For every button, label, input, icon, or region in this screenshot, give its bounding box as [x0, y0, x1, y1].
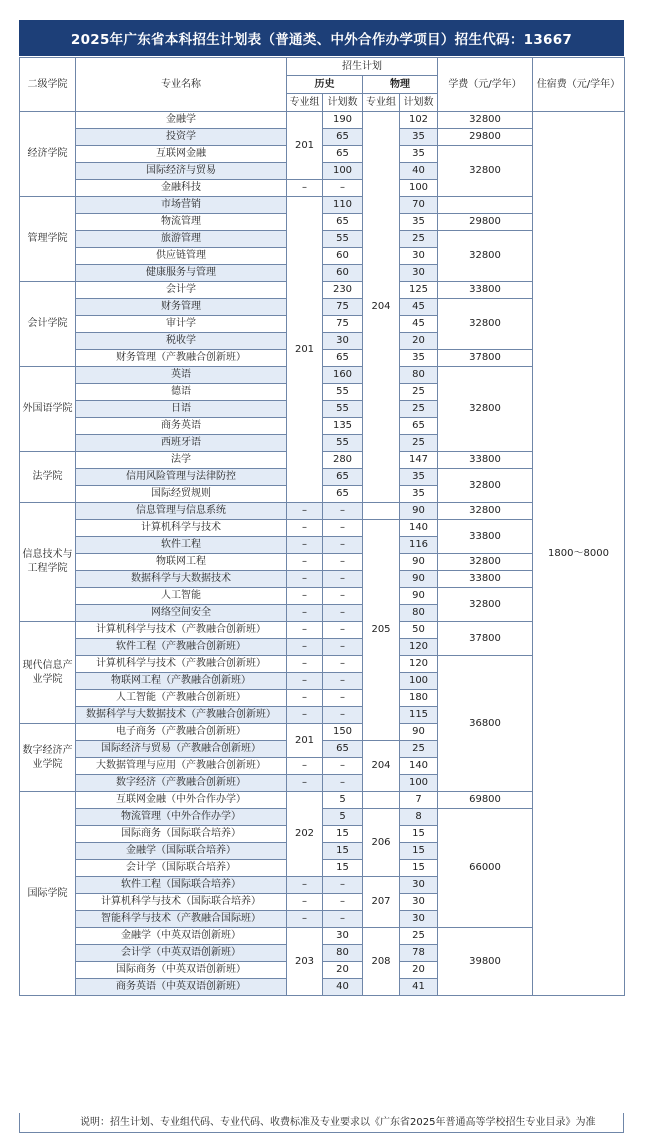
major-name: 财务管理（产教融合创新班） [76, 350, 287, 367]
physics-group: 205 [363, 520, 400, 741]
history-count: 40 [323, 979, 363, 996]
physics-count: 20 [400, 333, 438, 350]
tuition-fee: 32800 [438, 469, 533, 503]
history-count: – [323, 690, 363, 707]
physics-count: 140 [400, 520, 438, 537]
major-name: 国际商务（中英双语创新班） [76, 962, 287, 979]
history-count: – [323, 673, 363, 690]
major-name: 软件工程 [76, 537, 287, 554]
physics-count: 15 [400, 826, 438, 843]
physics-group: 208 [363, 928, 400, 996]
history-count: 65 [323, 129, 363, 146]
header-plan: 招生计划 [287, 58, 438, 76]
major-name: 会计学 [76, 282, 287, 299]
tuition-fee: 32800 [438, 367, 533, 452]
major-name: 智能科学与技术（产教融合国际班） [76, 911, 287, 928]
major-name: 日语 [76, 401, 287, 418]
physics-group: 204 [363, 112, 400, 503]
college-cell: 数字经济产业学院 [20, 724, 76, 792]
physics-group: 207 [363, 877, 400, 928]
history-group: – [287, 639, 323, 656]
dorm-fee: 1800～8000 [533, 112, 625, 996]
physics-count: 116 [400, 537, 438, 554]
history-count: 55 [323, 435, 363, 452]
physics-count: 30 [400, 894, 438, 911]
tuition-fee: 32800 [438, 231, 533, 282]
major-name: 商务英语（中英双语创新班） [76, 979, 287, 996]
major-name: 财务管理 [76, 299, 287, 316]
history-count: 150 [323, 724, 363, 741]
history-count: 15 [323, 826, 363, 843]
major-name: 国际经贸规则 [76, 486, 287, 503]
physics-count: 40 [400, 163, 438, 180]
major-name: 数据科学与大数据技术 [76, 571, 287, 588]
history-group: – [287, 520, 323, 537]
major-name: 法学 [76, 452, 287, 469]
tuition-fee: 29800 [438, 129, 533, 146]
tuition-fee: 32800 [438, 588, 533, 622]
physics-count: 35 [400, 214, 438, 231]
physics-count: 140 [400, 758, 438, 775]
history-count: – [323, 622, 363, 639]
tuition-fee: 39800 [438, 928, 533, 996]
physics-count: 125 [400, 282, 438, 299]
physics-count: 100 [400, 775, 438, 792]
physics-count: 102 [400, 112, 438, 129]
history-count: 100 [323, 163, 363, 180]
tuition-fee: 37800 [438, 622, 533, 656]
history-group: – [287, 877, 323, 894]
history-group: 202 [287, 792, 323, 877]
history-count: 65 [323, 469, 363, 486]
college-cell: 管理学院 [20, 197, 76, 282]
header-tuition: 学费（元/学年） [438, 58, 533, 112]
history-count: 65 [323, 146, 363, 163]
physics-count: 25 [400, 928, 438, 945]
major-name: 会计学（中英双语创新班） [76, 945, 287, 962]
major-name: 计算机科学与技术 [76, 520, 287, 537]
physics-group-blank [363, 792, 400, 809]
physics-count: 35 [400, 129, 438, 146]
major-name: 电子商务（产教融合创新班） [76, 724, 287, 741]
tuition-fee: 36800 [438, 656, 533, 792]
physics-count: 180 [400, 690, 438, 707]
college-cell: 信息技术与工程学院 [20, 503, 76, 622]
physics-count: 78 [400, 945, 438, 962]
physics-group-blank [363, 503, 400, 520]
history-count: 55 [323, 231, 363, 248]
history-count: 55 [323, 401, 363, 418]
major-name: 物流管理 [76, 214, 287, 231]
history-count: 5 [323, 792, 363, 809]
history-group: – [287, 554, 323, 571]
major-name: 信息管理与信息系统 [76, 503, 287, 520]
history-count: 280 [323, 452, 363, 469]
college-cell: 会计学院 [20, 282, 76, 367]
major-name: 计算机科学与技术（产教融合创新班） [76, 622, 287, 639]
major-name: 金融学（中英双语创新班） [76, 928, 287, 945]
history-count: – [323, 554, 363, 571]
college-cell: 现代信息产业学院 [20, 622, 76, 724]
physics-count: 120 [400, 639, 438, 656]
major-name: 金融科技 [76, 180, 287, 197]
physics-count: 35 [400, 146, 438, 163]
college-cell: 法学院 [20, 452, 76, 503]
physics-group: 206 [363, 809, 400, 877]
history-group: – [287, 588, 323, 605]
history-group: – [287, 622, 323, 639]
physics-count: 80 [400, 605, 438, 622]
physics-count: 25 [400, 231, 438, 248]
physics-count: 90 [400, 503, 438, 520]
history-count: 75 [323, 299, 363, 316]
physics-count: 30 [400, 911, 438, 928]
history-count: – [323, 656, 363, 673]
history-count: – [323, 707, 363, 724]
physics-count: 25 [400, 435, 438, 452]
history-count: 20 [323, 962, 363, 979]
physics-count: 30 [400, 248, 438, 265]
physics-count: 15 [400, 860, 438, 877]
major-name: 会计学（国际联合培养） [76, 860, 287, 877]
physics-count: 35 [400, 350, 438, 367]
major-name: 金融学 [76, 112, 287, 129]
physics-count: 70 [400, 197, 438, 214]
history-group: 201 [287, 197, 323, 503]
history-group: – [287, 571, 323, 588]
history-count: 230 [323, 282, 363, 299]
tuition-fee: 33800 [438, 452, 533, 469]
physics-count: 100 [400, 673, 438, 690]
history-group: – [287, 537, 323, 554]
history-group: – [287, 758, 323, 775]
history-group: – [287, 503, 323, 520]
physics-count: 90 [400, 554, 438, 571]
major-name: 国际经济与贸易 [76, 163, 287, 180]
history-count: 75 [323, 316, 363, 333]
history-count: 15 [323, 843, 363, 860]
major-name: 物联网工程（产教融合创新班） [76, 673, 287, 690]
history-count: 65 [323, 486, 363, 503]
major-name: 软件工程（国际联合培养） [76, 877, 287, 894]
history-count: 190 [323, 112, 363, 129]
physics-count: 25 [400, 384, 438, 401]
history-count: – [323, 180, 363, 197]
physics-count: 90 [400, 571, 438, 588]
history-count: – [323, 520, 363, 537]
physics-count: 65 [400, 418, 438, 435]
college-cell: 经济学院 [20, 112, 76, 197]
major-name: 物流管理（中外合作办学） [76, 809, 287, 826]
tuition-fee: 32800 [438, 112, 533, 129]
history-count: – [323, 639, 363, 656]
history-count: – [323, 571, 363, 588]
major-name: 大数据管理与应用（产教融合创新班） [76, 758, 287, 775]
physics-count: 20 [400, 962, 438, 979]
physics-count: 120 [400, 656, 438, 673]
physics-count: 35 [400, 469, 438, 486]
history-group: – [287, 180, 323, 197]
physics-count: 90 [400, 724, 438, 741]
major-name: 网络空间安全 [76, 605, 287, 622]
history-group: 201 [287, 112, 323, 180]
physics-count: 41 [400, 979, 438, 996]
history-group: – [287, 690, 323, 707]
history-count: 60 [323, 248, 363, 265]
major-name: 市场营销 [76, 197, 287, 214]
header-major: 专业名称 [76, 58, 287, 112]
physics-count: 45 [400, 316, 438, 333]
header-history: 历史 [287, 76, 363, 94]
major-name: 软件工程（产教融合创新班） [76, 639, 287, 656]
major-name: 供应链管理 [76, 248, 287, 265]
history-count: – [323, 537, 363, 554]
major-name: 审计学 [76, 316, 287, 333]
major-name: 商务英语 [76, 418, 287, 435]
history-group: 203 [287, 928, 323, 996]
history-count: – [323, 503, 363, 520]
tuition-fee: 32800 [438, 503, 533, 520]
college-cell: 国际学院 [20, 792, 76, 996]
major-name: 金融学（国际联合培养） [76, 843, 287, 860]
physics-count: 25 [400, 401, 438, 418]
physics-count: 45 [400, 299, 438, 316]
history-group: – [287, 656, 323, 673]
history-count: 5 [323, 809, 363, 826]
history-group: – [287, 707, 323, 724]
major-name: 计算机科学与技术（国际联合培养） [76, 894, 287, 911]
history-count: 65 [323, 741, 363, 758]
tuition-fee: 29800 [438, 214, 533, 231]
physics-count: 8 [400, 809, 438, 826]
header-physics-count: 计划数 [400, 94, 438, 112]
header-physics: 物理 [363, 76, 438, 94]
physics-count: 80 [400, 367, 438, 384]
physics-count: 147 [400, 452, 438, 469]
college-cell: 外国语学院 [20, 367, 76, 452]
major-name: 互联网金融（中外合作办学） [76, 792, 287, 809]
history-count: – [323, 877, 363, 894]
major-name: 国际商务（国际联合培养） [76, 826, 287, 843]
major-name: 投资学 [76, 129, 287, 146]
major-name: 西班牙语 [76, 435, 287, 452]
major-name: 健康服务与管理 [76, 265, 287, 282]
physics-count: 50 [400, 622, 438, 639]
history-count: 135 [323, 418, 363, 435]
physics-group: 204 [363, 741, 400, 792]
history-count: 30 [323, 928, 363, 945]
history-count: – [323, 605, 363, 622]
history-group: – [287, 894, 323, 911]
physics-count: 30 [400, 265, 438, 282]
history-group: – [287, 605, 323, 622]
history-count: – [323, 894, 363, 911]
history-count: – [323, 758, 363, 775]
major-name: 旅游管理 [76, 231, 287, 248]
history-count: 160 [323, 367, 363, 384]
tuition-fee: 33800 [438, 571, 533, 588]
physics-count: 25 [400, 741, 438, 758]
history-count: 55 [323, 384, 363, 401]
header-history-group: 专业组 [287, 94, 323, 112]
header-history-count: 计划数 [323, 94, 363, 112]
major-name: 信用风险管理与法律防控 [76, 469, 287, 486]
header-dorm: 住宿费（元/学年） [533, 58, 625, 112]
major-name: 计算机科学与技术（产教融合创新班） [76, 656, 287, 673]
physics-count: 115 [400, 707, 438, 724]
history-group: 201 [287, 724, 323, 758]
history-count: 110 [323, 197, 363, 214]
major-name: 德语 [76, 384, 287, 401]
history-count: – [323, 911, 363, 928]
major-name: 英语 [76, 367, 287, 384]
history-group: – [287, 911, 323, 928]
history-count: – [323, 588, 363, 605]
major-name: 国际经济与贸易（产教融合创新班） [76, 741, 287, 758]
tuition-fee: 32800 [438, 554, 533, 571]
history-count: 65 [323, 350, 363, 367]
major-name: 数据科学与大数据技术（产教融合创新班） [76, 707, 287, 724]
major-name: 人工智能（产教融合创新班） [76, 690, 287, 707]
physics-count: 90 [400, 588, 438, 605]
history-count: 65 [323, 214, 363, 231]
tuition-fee: 32800 [438, 299, 533, 350]
enrollment-plan-table [19, 57, 625, 996]
major-name: 税收学 [76, 333, 287, 350]
history-count: 80 [323, 945, 363, 962]
major-name: 互联网金融 [76, 146, 287, 163]
history-group: – [287, 775, 323, 792]
physics-count: 35 [400, 486, 438, 503]
header-college: 二级学院 [20, 58, 76, 112]
history-count: 15 [323, 860, 363, 877]
footnote: 说明：招生计划、专业组代码、专业代码、收费标准及专业要求以《广东省2025年普通高等学校招生专业目录》为准 [19, 1113, 624, 1133]
physics-count: 15 [400, 843, 438, 860]
header-physics-group: 专业组 [363, 94, 400, 112]
tuition-fee: 33800 [438, 282, 533, 299]
tuition-fee: 33800 [438, 520, 533, 554]
major-name: 物联网工程 [76, 554, 287, 571]
physics-count: 30 [400, 877, 438, 894]
history-count: 30 [323, 333, 363, 350]
tuition-fee: 66000 [438, 809, 533, 928]
major-name: 数字经济（产教融合创新班） [76, 775, 287, 792]
history-count: – [323, 775, 363, 792]
history-group: – [287, 673, 323, 690]
tuition-fee: 37800 [438, 350, 533, 367]
major-name: 人工智能 [76, 588, 287, 605]
tuition-fee: 32800 [438, 146, 533, 197]
history-count: 60 [323, 265, 363, 282]
physics-count: 100 [400, 180, 438, 197]
table-title: 2025年广东省本科招生计划表（普通类、中外合作办学项目）招生代码：13667 [19, 20, 624, 56]
physics-count: 7 [400, 792, 438, 809]
tuition-fee: 69800 [438, 792, 533, 809]
